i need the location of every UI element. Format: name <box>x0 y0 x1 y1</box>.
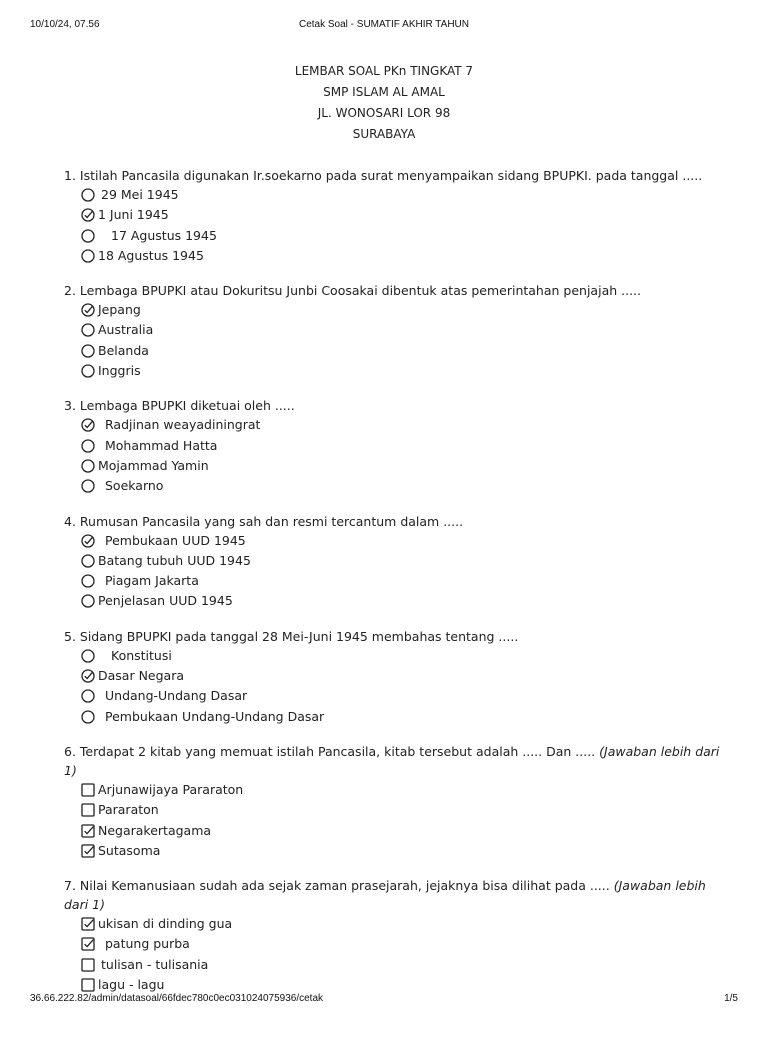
option-item[interactable] <box>81 800 724 820</box>
option-label: lagu - lagu <box>98 977 165 993</box>
option-label: patung purba <box>105 936 190 952</box>
radio-icon[interactable] <box>81 439 95 453</box>
option-label: 18 Agustus 1945 <box>98 247 204 263</box>
option-label: Pembukaan UUD 1945 <box>105 532 246 548</box>
print-url: 36.66.222.82/admin/datasoal/66fdec780c0ec031024075936/cetak <box>30 993 324 1004</box>
option-item[interactable] <box>81 571 724 591</box>
question-text <box>64 512 724 531</box>
option-item[interactable] <box>81 531 724 551</box>
option-label: Pararaton <box>98 802 159 818</box>
question-text <box>64 876 724 914</box>
radio-icon[interactable] <box>81 649 95 663</box>
radio-icon[interactable] <box>81 323 95 337</box>
option-item[interactable] <box>81 226 724 246</box>
option-label: Piagam Jakarta <box>105 573 199 589</box>
option-list <box>81 914 724 995</box>
option-label: Australia <box>98 322 154 338</box>
option-label: Batang tubuh UUD 1945 <box>98 552 251 568</box>
option-list <box>81 415 724 496</box>
option-label: Mojammad Yamin <box>98 457 209 473</box>
question-list <box>64 166 724 1010</box>
option-item[interactable] <box>81 320 724 340</box>
question-2 <box>64 281 724 381</box>
question-5 <box>64 627 724 727</box>
option-item[interactable] <box>81 666 724 686</box>
radio-icon[interactable] <box>81 229 95 243</box>
question-1 <box>64 166 724 266</box>
print-page-number: 1/5 <box>724 993 738 1004</box>
radio-icon[interactable] <box>81 554 95 568</box>
print-datetime: 10/10/24, 07.56 <box>30 19 100 30</box>
option-item[interactable] <box>81 205 724 225</box>
option-item[interactable] <box>81 821 724 841</box>
question-6 <box>64 742 724 861</box>
checkbox-icon[interactable] <box>81 783 95 797</box>
title-line-1: LEMBAR SOAL PKn TINGKAT 7 <box>294 64 474 78</box>
option-label: Dasar Negara <box>98 668 185 684</box>
option-list <box>81 300 724 381</box>
print-footer <box>30 993 738 1007</box>
option-list <box>81 780 724 861</box>
question-prompt: 3. Lembaga BPUPKI diketuai oleh ..... <box>64 398 295 414</box>
option-label: Radjinan weayadiningrat <box>105 417 261 433</box>
option-list <box>81 185 724 266</box>
question-text <box>64 742 724 780</box>
checkbox-checked-icon[interactable] <box>81 937 95 951</box>
option-item[interactable] <box>81 185 724 205</box>
checkbox-icon[interactable] <box>81 958 95 972</box>
option-item[interactable] <box>81 300 724 320</box>
question-prompt: 2. Lembaga BPUPKI atau Dokuritsu Junbi Coosakai dibentuk atas pemerintahan penjajah ..... <box>64 283 641 299</box>
option-label: Jepang <box>98 302 141 318</box>
option-label: Pembukaan Undang-Undang Dasar <box>105 708 325 724</box>
question-text <box>64 281 724 300</box>
radio-icon[interactable] <box>81 249 95 263</box>
title-line-3: JL. WONOSARI LOR 98 <box>317 106 451 120</box>
question-7 <box>64 876 724 995</box>
option-item[interactable] <box>81 551 724 571</box>
option-item[interactable] <box>81 914 724 934</box>
question-note: (Jawaban lebih dari 1) <box>64 878 706 913</box>
option-list <box>81 646 724 727</box>
option-item[interactable] <box>81 686 724 706</box>
radio-icon[interactable] <box>81 710 95 724</box>
document-title <box>0 61 768 145</box>
checkbox-checked-icon[interactable] <box>81 844 95 858</box>
radio-icon[interactable] <box>81 574 95 588</box>
option-item[interactable] <box>81 841 724 861</box>
option-item[interactable] <box>81 361 724 381</box>
radio-icon[interactable] <box>81 459 95 473</box>
radio-checked-icon[interactable] <box>81 303 95 317</box>
question-prompt: 1. Istilah Pancasila digunakan Ir.soekarno pada surat menyampaikan sidang BPUPKI. pada tanggal ..... <box>64 168 703 183</box>
option-label: Sutasoma <box>98 842 161 858</box>
option-label: Mohammad Hatta <box>105 437 218 453</box>
radio-icon[interactable] <box>81 344 95 358</box>
radio-icon[interactable] <box>81 188 95 202</box>
question-prompt: 7. Nilai Kemanusiaan sudah ada sejak zaman prasejarah, jejaknya bisa dilihat pada ..... <box>64 878 610 894</box>
question-note: (Jawaban lebih dari 1) <box>64 743 720 778</box>
option-label: ukisan di dinding gua <box>98 916 233 932</box>
title-line-2: SMP ISLAM AL AMAL <box>323 85 445 99</box>
radio-icon[interactable] <box>81 594 95 608</box>
question-prompt: 4. Rumusan Pancasila yang sah dan resmi tercantum dalam ..... <box>64 513 464 529</box>
option-item[interactable] <box>81 341 724 361</box>
option-label: Belanda <box>98 342 149 358</box>
option-item[interactable] <box>81 934 724 954</box>
radio-checked-icon[interactable] <box>81 534 95 548</box>
option-label: Arjunawijaya Pararaton <box>98 781 244 797</box>
option-item[interactable] <box>81 591 724 611</box>
option-label: Undang-Undang Dasar <box>105 688 248 704</box>
option-item[interactable] <box>81 456 724 476</box>
option-item[interactable] <box>81 246 724 266</box>
option-list <box>81 531 724 612</box>
question-text <box>64 627 724 646</box>
option-label: 1 Juni 1945 <box>98 207 169 223</box>
option-item[interactable] <box>81 780 724 800</box>
option-item[interactable] <box>81 415 724 435</box>
question-text <box>64 166 724 185</box>
option-item[interactable] <box>81 476 724 496</box>
question-4 <box>64 512 724 612</box>
radio-checked-icon[interactable] <box>81 208 95 222</box>
option-item[interactable] <box>81 707 724 727</box>
option-label: Negarakertagama <box>98 822 212 838</box>
option-label: tulisan - tulisania <box>101 956 209 972</box>
title-line-4: SURABAYA <box>352 127 416 141</box>
checkbox-icon[interactable] <box>81 978 95 992</box>
radio-icon[interactable] <box>81 364 95 378</box>
question-prompt: 6. Terdapat 2 kitab yang memuat istilah Pancasila, kitab tersebut adalah ..... Dan ..... <box>64 743 596 759</box>
option-label: Soekarno <box>105 478 164 494</box>
radio-checked-icon[interactable] <box>81 669 95 683</box>
checkbox-icon[interactable] <box>81 803 95 817</box>
option-item[interactable] <box>81 646 724 666</box>
print-page-title: Cetak Soal - SUMATIF AKHIR TAHUN <box>298 19 470 30</box>
checkbox-checked-icon[interactable] <box>81 917 95 931</box>
checkbox-checked-icon[interactable] <box>81 824 95 838</box>
question-prompt: 5. Sidang BPUPKI pada tanggal 28 Mei-Juni 1945 membahas tentang ..... <box>64 628 519 644</box>
radio-icon[interactable] <box>81 479 95 493</box>
print-header <box>30 19 738 33</box>
option-item[interactable] <box>81 955 724 975</box>
option-label: 17 Agustus 1945 <box>111 227 217 243</box>
option-label: Inggris <box>98 363 141 379</box>
radio-checked-icon[interactable] <box>81 418 95 432</box>
option-label: 29 Mei 1945 <box>101 187 179 202</box>
question-3 <box>64 396 724 496</box>
option-label: Penjelasan UUD 1945 <box>98 593 233 609</box>
radio-icon[interactable] <box>81 689 95 703</box>
option-item[interactable] <box>81 436 724 456</box>
question-text <box>64 396 724 415</box>
option-label: Konstitusi <box>111 647 172 663</box>
